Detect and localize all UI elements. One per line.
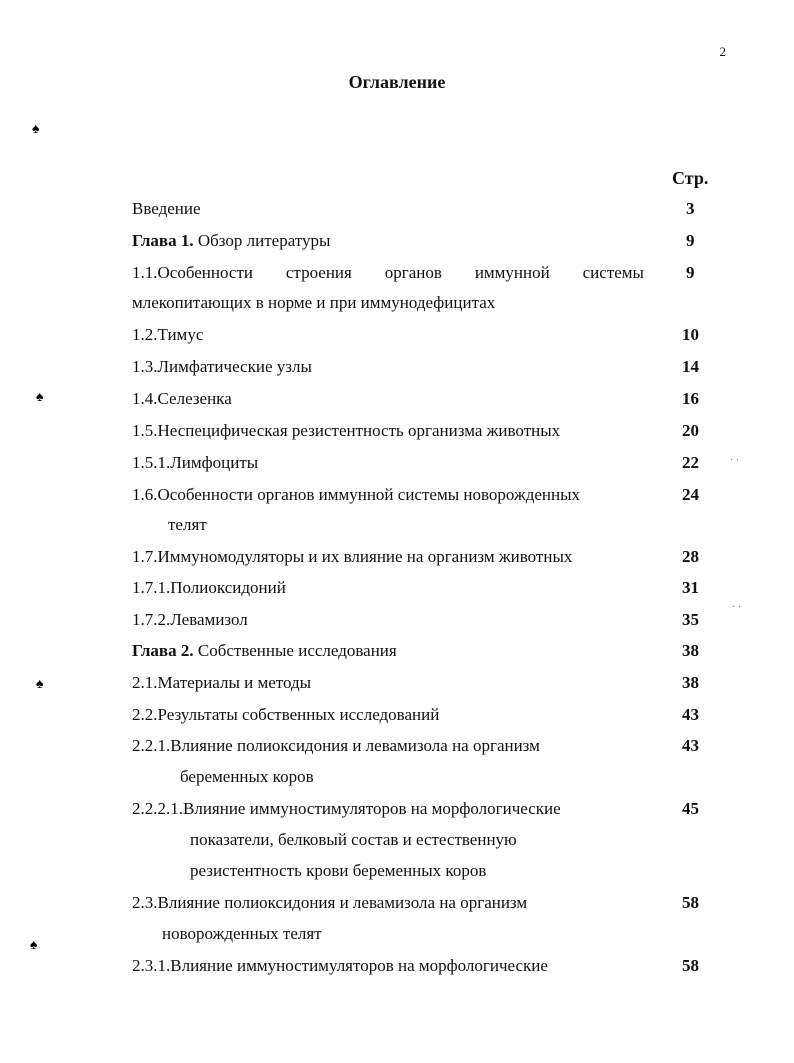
toc-entry-1-7: 1.7.Иммуномодуляторы и их влияние на организм животных: [132, 547, 573, 566]
toc-entry-1-1: [132, 262, 644, 284]
toc-entry-2-3: 2.3.Влияние полиоксидония и левамизола на организм: [132, 893, 528, 912]
toc-entry-intro: Введение: [132, 199, 201, 218]
page-column-header: Стр.: [672, 168, 709, 188]
toc-word: строения: [285, 263, 352, 282]
toc-page-2-2: 43: [682, 705, 699, 724]
toc-entry-2-2-2-1-cont: резистентность крови беременных коров: [190, 861, 487, 880]
toc-page-1-5: 20: [682, 421, 699, 440]
toc-entry-2-2-1-cont: беременных коров: [180, 767, 314, 786]
page-title: Оглавление: [348, 72, 446, 92]
toc-entry-1-7-1: 1.7.1.Полиоксидоний: [132, 578, 286, 597]
toc-page-1-4: 16: [682, 389, 699, 408]
toc-entry-2-3-cont: новорожденных телят: [162, 924, 322, 943]
toc-entry-1-6: 1.6.Особенности органов иммунной системы новорожденных: [132, 485, 581, 504]
toc-word: 1.1.Особенности: [132, 263, 253, 282]
toc-page-1-7: 28: [682, 547, 699, 566]
toc-page-2-2-2-1: 45: [682, 799, 699, 818]
toc-entry-chapter-1: [132, 230, 330, 252]
toc-entry-1-5-1: 1.5.1.Лимфоциты: [132, 453, 259, 472]
toc-page-1-6: 24: [682, 485, 699, 504]
scan-mark-icon: ♠: [36, 677, 44, 692]
scan-dots-icon: · ·: [730, 455, 740, 466]
chapter-2-title: Собственные исследования: [193, 641, 397, 660]
toc-entry-1-2: 1.2.Тимус: [132, 325, 204, 344]
toc-entry-1-3: 1.3.Лимфатические узлы: [132, 357, 312, 376]
page-number: 2: [719, 44, 726, 59]
chapter-1-title: Обзор литературы: [193, 231, 331, 250]
toc-page-1-5-1: 22: [682, 453, 699, 472]
toc-entry-2-2-2-1: 2.2.2.1.Влияние иммуностимуляторов на морфологические: [132, 799, 561, 818]
toc-entry-1-5: 1.5.Неспецифическая резистентность организма животных: [132, 421, 561, 440]
toc-page-1-3: 14: [682, 357, 699, 376]
toc-page-chapter-2: 38: [682, 641, 699, 660]
toc-entry-1-1-cont: млекопитающих в норме и при иммунодефицитах: [132, 293, 496, 312]
toc-entry-2-2-2-1-cont: показатели, белковый состав и естественную: [190, 830, 517, 849]
toc-word: органов: [384, 263, 442, 282]
toc-entry-1-7-2: 1.7.2.Левамизол: [132, 610, 248, 629]
scan-mark-icon: ♠: [30, 938, 38, 953]
scan-mark-icon: ♠: [32, 122, 40, 137]
chapter-1-label: Глава 1.: [132, 231, 194, 250]
toc-entry-2-2-1: 2.2.1.Влияние полиоксидония и левамизола на организм: [132, 736, 540, 755]
toc-entry-2-3-1: 2.3.1.Влияние иммуностимуляторов на морфологические: [132, 956, 548, 975]
toc-entry-1-6-cont: телят: [168, 515, 207, 534]
toc-entry-1-4: 1.4.Селезенка: [132, 389, 232, 408]
toc-page-1-7-2: 35: [682, 610, 699, 629]
toc-word: системы: [582, 263, 644, 282]
toc-entry-2-1: 2.1.Материалы и методы: [132, 673, 312, 692]
scan-dots-icon: · ·: [732, 602, 742, 613]
toc-entry-chapter-2: [132, 640, 397, 662]
toc-page-1-2: 10: [682, 325, 699, 344]
toc-word: иммунной: [474, 263, 550, 282]
toc-page-chapter-1: 9: [686, 231, 695, 250]
toc-page-1-7-1: 31: [682, 578, 699, 597]
scan-mark-icon: ♠: [36, 390, 44, 405]
toc-page-2-3-1: 58: [682, 956, 699, 975]
toc-entry-2-2: 2.2.Результаты собственных исследований: [132, 705, 440, 724]
toc-page-1-1: 9: [686, 263, 695, 282]
toc-page-2-3: 58: [682, 893, 699, 912]
toc-page-intro: 3: [686, 199, 695, 218]
toc-page-2-1: 38: [682, 673, 699, 692]
toc-page-2-2-1: 43: [682, 736, 699, 755]
chapter-2-label: Глава 2.: [132, 641, 194, 660]
